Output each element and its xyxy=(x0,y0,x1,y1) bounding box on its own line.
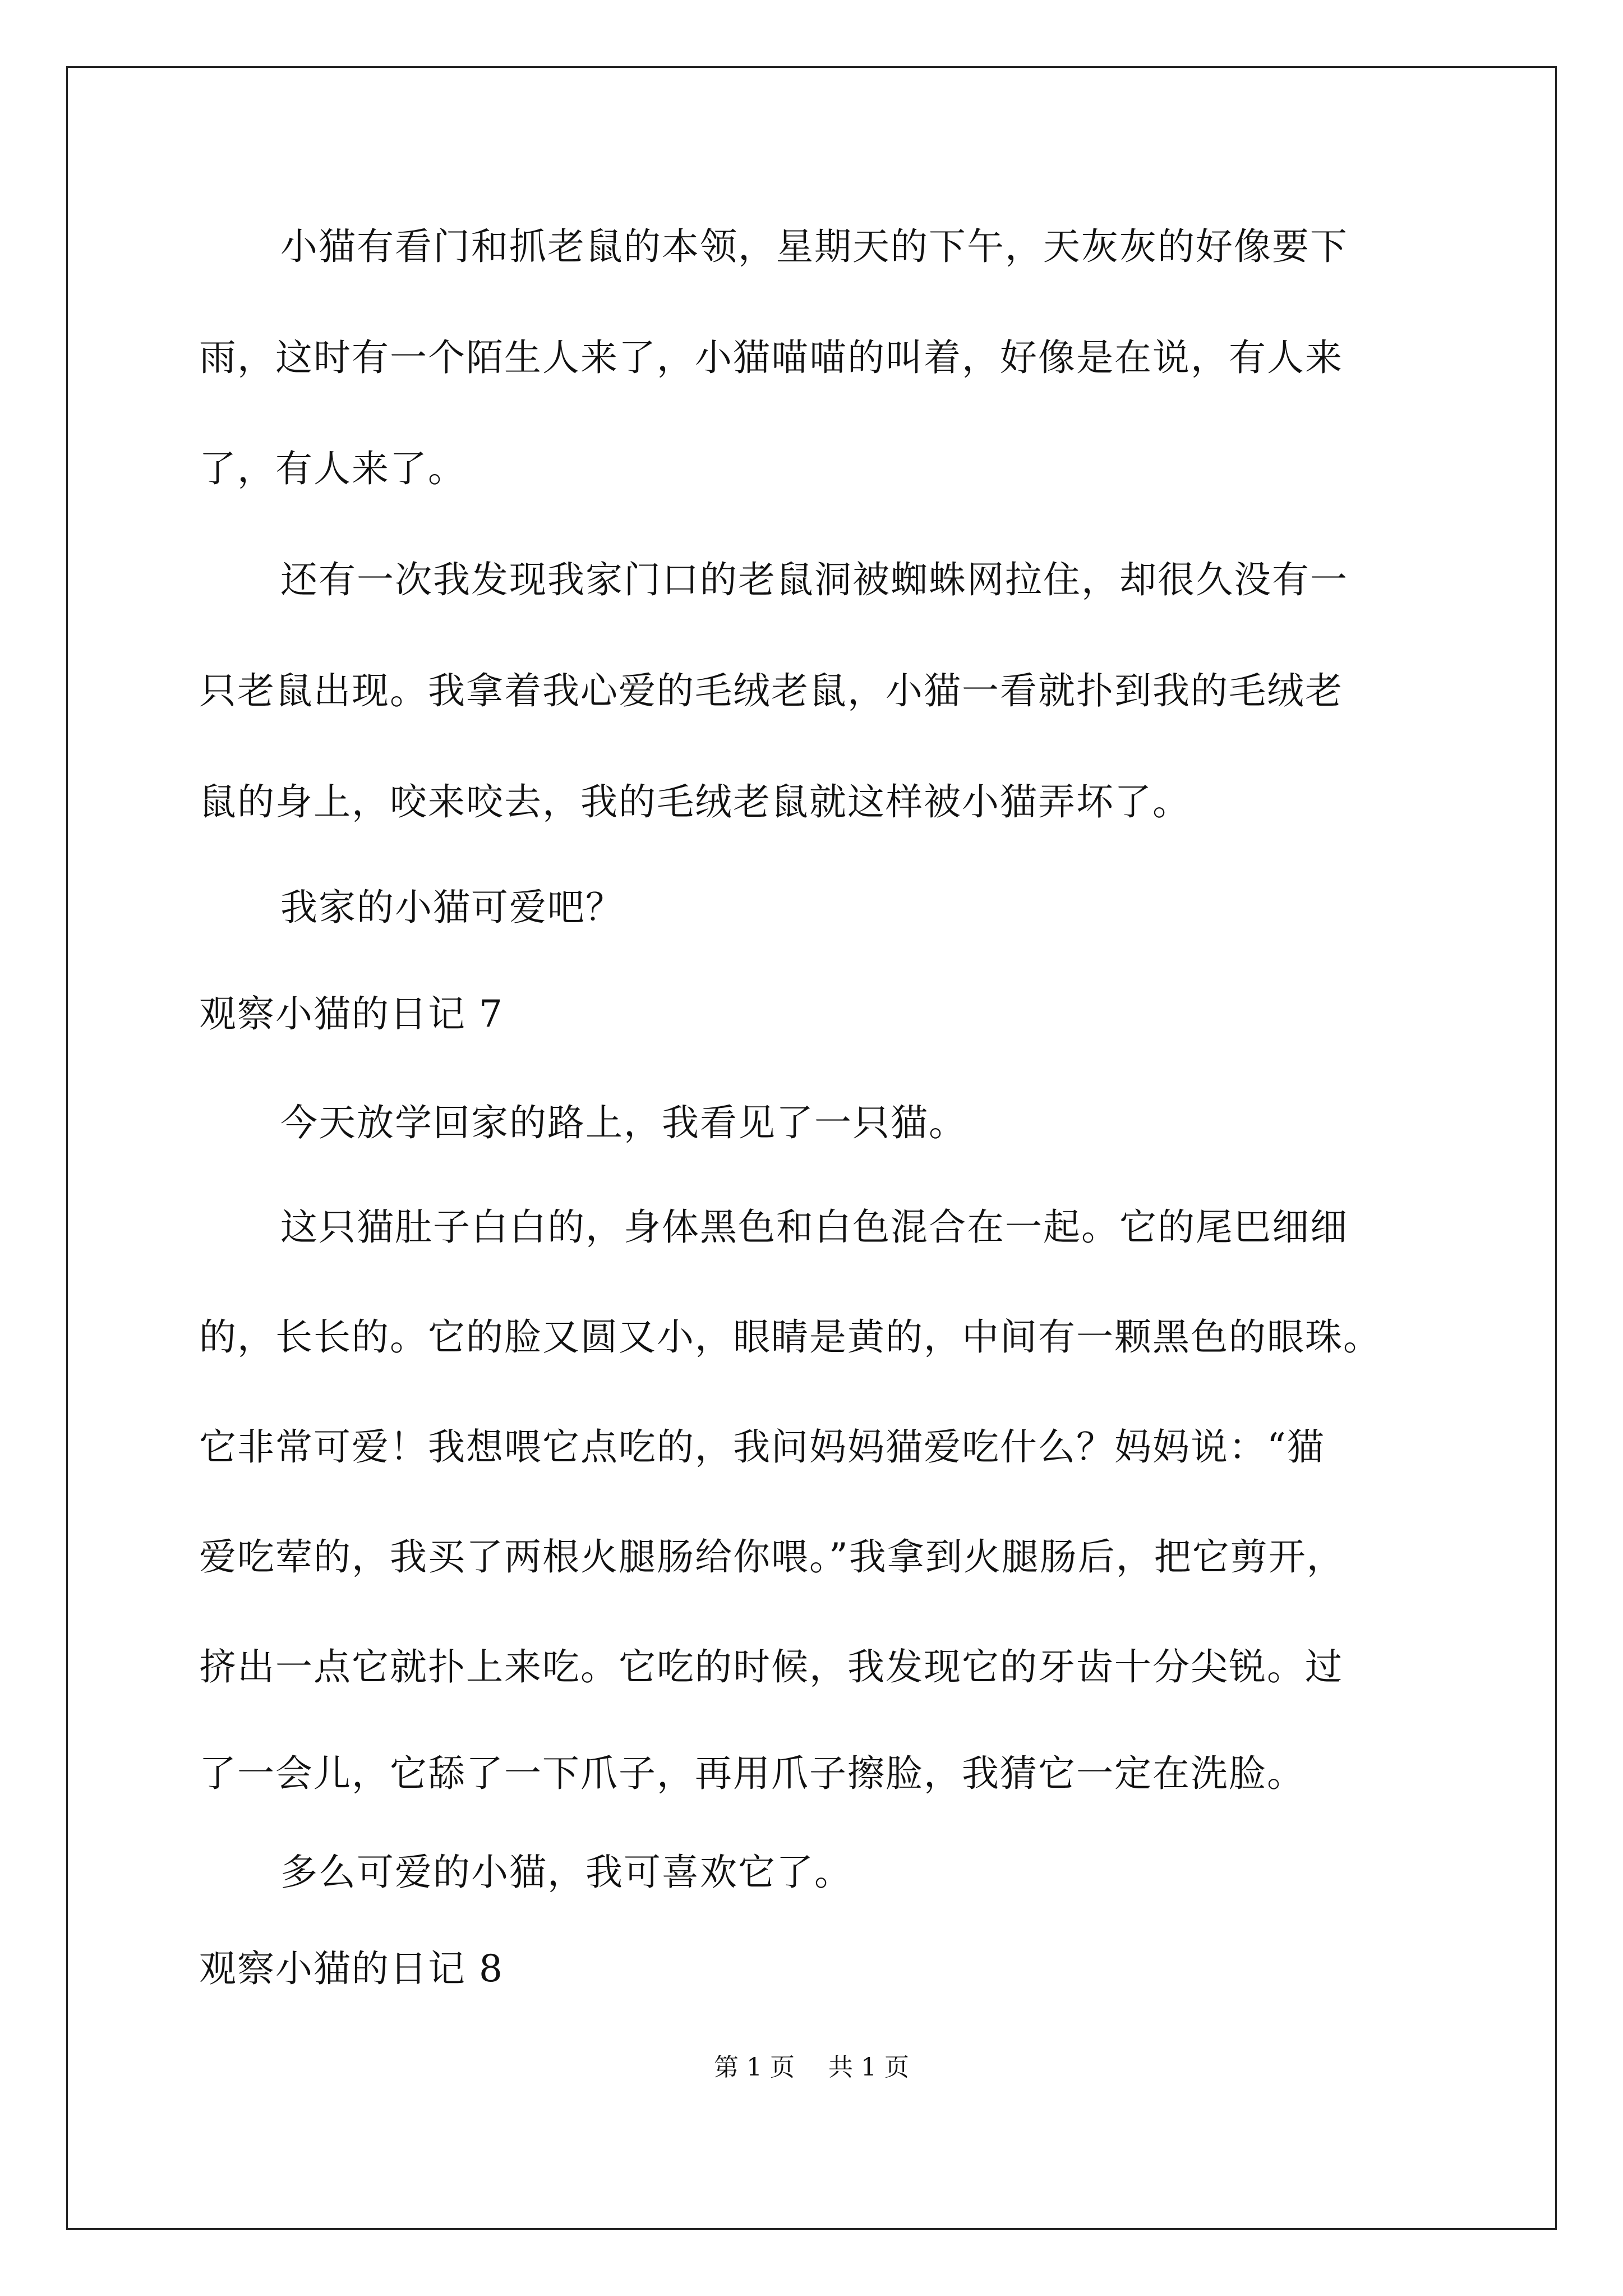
paragraph-2-line-3: 鼠的身上，咬来咬去，我的毛绒老鼠就这样被小猫弄坏了。 xyxy=(199,780,1191,823)
paragraph-3-line-1: 我家的小猫可爱吧？ xyxy=(280,886,624,929)
page-footer xyxy=(0,2052,1623,2083)
paragraph-5-line-2: 的，长长的。它的脸又圆又小，眼睛是黄的，中间有一颗黑色的眼珠。 xyxy=(199,1315,1381,1359)
paragraph-1-line-3: 了，有人来了。 xyxy=(199,447,466,490)
paragraph-1-line-2: 雨，这时有一个陌生人来了，小猫喵喵的叫着，好像是在说，有人来 xyxy=(199,336,1343,379)
page-total: 共 1 页 xyxy=(828,2053,909,2082)
paragraph-2-line-2: 只老鼠出现。我拿着我心爱的毛绒老鼠，小猫一看就扑到我的毛绒老 xyxy=(199,669,1343,712)
section-heading-8: 观察小猫的日记 8 xyxy=(199,1947,504,1990)
paragraph-5-line-1: 这只猫肚子白白的，身体黑色和白色混合在一起。它的尾巴细细 xyxy=(280,1205,1348,1249)
paragraph-1-line-1: 小猫有看门和抓老鼠的本领，星期天的下午，天灰灰的好像要下 xyxy=(280,225,1348,268)
paragraph-5-line-5: 挤出一点它就扑上来吃。它吃的时候，我发现它的牙齿十分尖锐。过 xyxy=(199,1645,1343,1688)
paragraph-5-line-3: 它非常可爱！我想喂它点吃的，我问妈妈猫爱吃什么？妈妈说：“猫 xyxy=(199,1425,1325,1469)
paragraph-4-line-1: 今天放学回家的路上，我看见了一只猫。 xyxy=(280,1101,967,1144)
page-border xyxy=(66,66,1557,2230)
paragraph-2-line-1: 还有一次我发现我家门口的老鼠洞被蜘蛛网拉住，却很久没有一 xyxy=(280,558,1348,601)
paragraph-5-line-4: 爱吃荤的，我买了两根火腿肠给你喂。”我拿到火腿肠后，把它剪开， xyxy=(199,1535,1345,1579)
paragraph-6-line-1: 多么可爱的小猫，我可喜欢它了。 xyxy=(280,1851,852,1894)
paragraph-5-line-6: 了一会儿，它舔了一下爪子，再用爪子擦脸，我猜它一定在洗脸。 xyxy=(199,1752,1305,1795)
section-heading-7: 观察小猫的日记 7 xyxy=(199,992,504,1036)
page-number: 第 1 页 xyxy=(714,2053,795,2082)
